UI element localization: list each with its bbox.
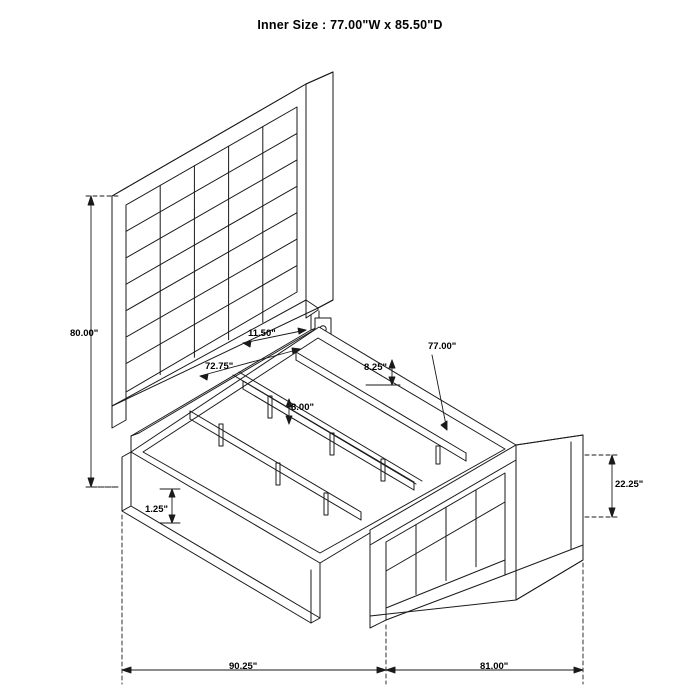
page-title: Inner Size : 77.00"W x 85.50"D [257, 18, 443, 32]
dim-interior-width: 72.75" [205, 361, 234, 372]
dim-height-overall: 80.00" [70, 328, 99, 339]
dim-depth-left: 90.25" [229, 661, 258, 672]
dim-mattress-width: 77.00" [428, 341, 457, 352]
dim-depth-right: 81.00" [480, 661, 509, 672]
dim-headboard-panel-width: 11.50" [248, 328, 276, 339]
dim-footboard-height: 22.25" [615, 479, 644, 490]
dim-slat-height: 8.00" [291, 402, 314, 413]
dim-rail-bottom: 1.25" [145, 504, 168, 515]
dim-rail-thickness: 8.25" [364, 362, 387, 373]
